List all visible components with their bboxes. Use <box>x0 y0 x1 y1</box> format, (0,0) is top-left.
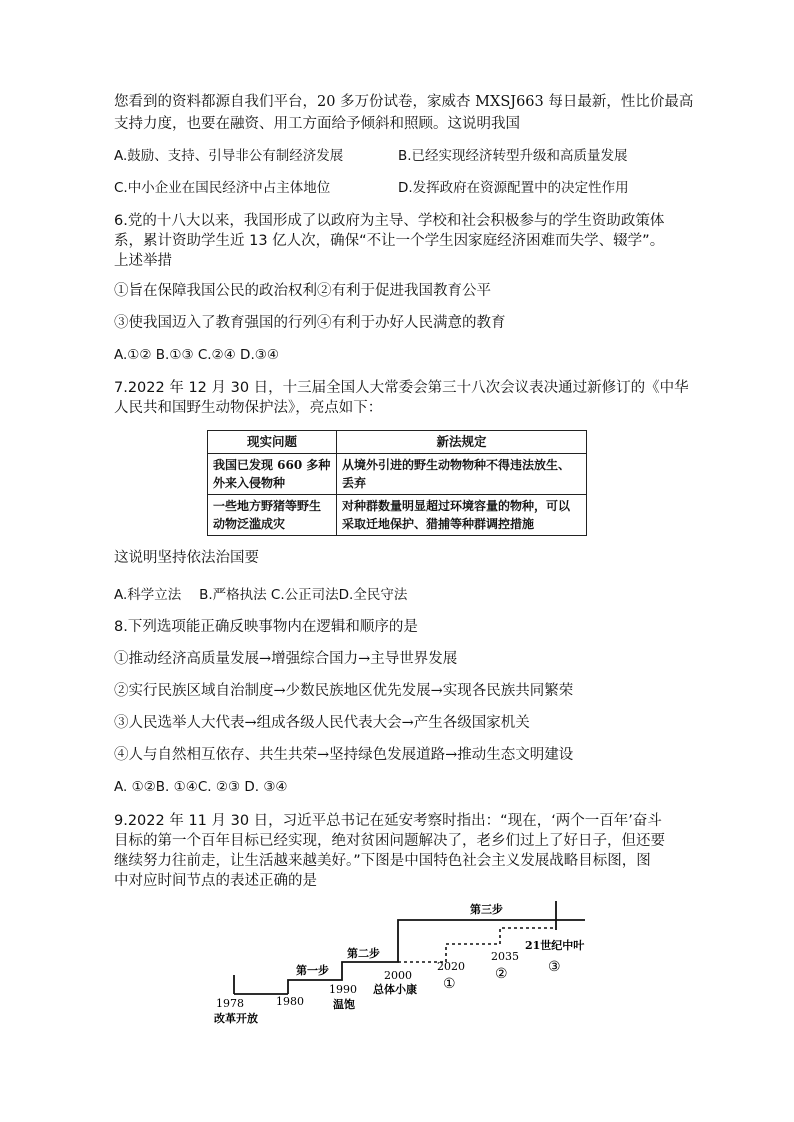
q8-item-1: ①推动经济高质量发展→增强综合国力→主导世界发展 <box>114 651 458 667</box>
q9-line-4: 中对应时间节点的表述正确的是 <box>114 873 317 889</box>
q8-item-2: ②实行民族区域自治制度→少数民族地区优先发展→实现各民族共同繁荣 <box>114 683 574 699</box>
table-header: 现实问题 <box>208 431 337 454</box>
q7-options: A.科学立法 B.严格执法 C.公正司法D.全民守法 <box>114 587 408 603</box>
law-table <box>207 430 587 536</box>
q5-option-c: C.中小企业在国民经济中占主体地位 <box>114 180 331 196</box>
q7-line-1: 7.2022 年 12 月 30 日，十三届全国人大常委会第三十八次会议表决通过新修订的《中华 <box>114 380 689 396</box>
q6-options: A.①② B.①③ C.②④ D.③④ <box>114 347 279 363</box>
q8-item-3: ③人民选举人大代表→组成各级人民代表大会→产生各级国家机关 <box>114 715 530 731</box>
table-cell: 一些地方野猪等野生动物泛滥成灾 <box>208 495 337 536</box>
q7-stem-end: 这说明坚持依法治国要 <box>114 550 259 566</box>
label-reform: 改革开放 <box>214 1012 258 1025</box>
table-cell: 从境外引进的野生动物物种不得违法放生、丢弃 <box>337 454 587 495</box>
q5-option-a: A.鼓励、支持、引导非公有制经济发展 <box>114 148 344 164</box>
label-wenbao: 温饱 <box>333 998 355 1011</box>
q6-item-1: ①旨在保障我国公民的政治权利②有利于促进我国教育公平 <box>114 283 491 299</box>
table-row <box>208 454 587 495</box>
q9-line-1: 9.2022 年 11 月 30 日，习近平总书记在延安考察时指出：“现在，‘两个一百年’奋斗 <box>114 813 662 829</box>
label-1990: 1990 <box>329 983 357 996</box>
label-1978: 1978 <box>216 997 244 1010</box>
q5-option-d: D.发挥政府在资源配置中的决定性作用 <box>398 180 629 196</box>
q8-item-4: ④人与自然相互依存、共生共荣→坚持绿色发展道路→推动生态文明建设 <box>114 747 574 763</box>
label-2035: 2035 <box>491 950 519 963</box>
q7-line-2: 人民共和国野生动物保护法》，亮点如下： <box>114 400 383 416</box>
q9-line-2: 目标的第一个百年目标已经实现，绝对贫困问题解决了，老乡们过上了好日子，但还要 <box>114 833 665 849</box>
q6-item-2: ③使我国迈入了教育强国的行列④有利于办好人民满意的教育 <box>114 315 506 331</box>
diagram-staircase <box>288 920 585 994</box>
table-cell: 对种群数量明显超过环境容量的物种，可以采取迁地保护、猎捕等种群调控措施 <box>337 495 587 536</box>
table-header-row <box>208 431 587 454</box>
label-step3: 第三步 <box>470 903 503 916</box>
diagram-dashed-steps <box>398 928 556 962</box>
q6-line-1: 6.党的十八大以来，我国形成了以政府为主导、学校和社会积极参与的学生资助政策体 <box>114 213 665 229</box>
q5-line-1: 您看到的资料都源自我们平台，20 多万份试卷，家威杏 MXSJ663 每日最新，性比价最高 <box>114 94 694 110</box>
q8-line-1: 8.下列选项能正确反映事物内在逻辑和顺序的是 <box>114 619 418 635</box>
label-xiaokang: 总体小康 <box>373 983 417 996</box>
table-cell: 我国已发现 660 多种外来入侵物种 <box>208 454 337 495</box>
label-step2: 第二步 <box>347 947 380 960</box>
marker-2: ② <box>495 966 508 982</box>
marker-1: ① <box>443 976 456 992</box>
label-2020: 2020 <box>437 960 465 973</box>
q5-line-2: 支持力度，也要在融资、用工方面给予倾斜和照顾。这说明我国 <box>114 116 520 132</box>
label-1980: 1980 <box>276 995 304 1008</box>
table-header: 新法规定 <box>337 431 587 454</box>
q5-option-b: B.已经实现经济转型升级和高质量发展 <box>398 148 628 164</box>
marker-3: ③ <box>548 959 561 975</box>
table-row <box>208 495 587 536</box>
q6-line-3: 上述举措 <box>114 253 172 269</box>
q6-line-2: 系，累计资助学生近 13 亿人次，确保“不让一个学生因家庭经济困难而失学、辍学”。 <box>114 233 665 249</box>
q8-options: A. ①②B. ①④C. ②③ D. ③④ <box>114 779 288 795</box>
label-step1: 第一步 <box>296 964 329 977</box>
label-2000: 2000 <box>384 969 412 982</box>
label-mid-century: 21世纪中叶 <box>525 939 585 952</box>
q9-line-3: 继续努力往前走，让生活越来越美好。”下图是中国特色社会主义发展战略目标图，图 <box>114 853 651 869</box>
